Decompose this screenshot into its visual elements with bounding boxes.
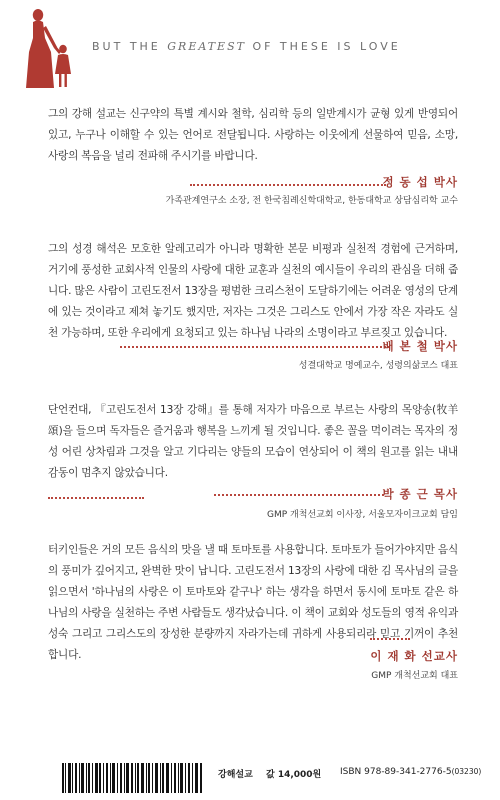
footer-price: 값 14,000원 — [266, 770, 322, 780]
divider-dots-2 — [120, 346, 390, 348]
divider-dots-3b — [214, 494, 384, 496]
endorsement-3-name: 박 종 근 목사 — [382, 487, 458, 501]
endorsement-1-body: 그의 강해 설교는 신구약의 특별 계시와 철학, 심리학 등의 일반계시가 균형 있게 반영되어 있고, 누구나 이해할 수 있는 언어로 전달됩니다. 사랑하는 이웃에게 선물하여 믿음, 소망, 사랑의 복음을 널리 전파해 주시기를 바랍니다. — [48, 108, 458, 162]
divider-dots-1 — [190, 184, 386, 186]
tagline-part-3: OF THESE IS LOVE — [245, 40, 401, 53]
header-band — [0, 0, 500, 96]
endorsement-2-title: 성결대학교 명예교수, 성령의삶코스 대표 — [298, 361, 458, 371]
endorsement-1-name: 정 동 섭 박사 — [382, 175, 458, 189]
mother-child-silhouette-icon — [24, 8, 84, 90]
endorsement-4-title: GMP 개척선교회 대표 — [371, 671, 458, 681]
tagline — [92, 40, 492, 53]
footer-isbn — [340, 767, 481, 777]
divider-dots-4 — [370, 638, 410, 640]
footer-isbn-number: ISBN 978-89-341-2776-5 — [340, 767, 452, 777]
tagline-part-2: GREATEST — [167, 40, 246, 53]
endorsement-2-body: 그의 성경 해석은 모호한 알레고리가 아니라 명확한 본문 비평과 실천적 경험에 근거하며, 거기에 풍성한 교회사적 인물의 사랑에 대한 교훈과 실천의 예시들이 우리의 관심을 더해 줍니다. 많은 사람이 고린도전서 13장을 평범한 크리스천이 도달하기에는 어려운 영성의 단계에 있는 것이라고 제쳐 놓기도 했지만, 저자는 그것은 그리스도 안에서 가장 작은 자라도 실천 가능하며, 또한 우리에게 요청되고 있는 하나님 나라의 소명이라고 부르짖고 있습니다. — [48, 243, 458, 339]
tagline-part-1: BUT THE — [92, 40, 168, 53]
endorsement-3-title: GMP 개척선교회 이사장, 서울모자이크교회 담임 — [267, 510, 458, 520]
endorsement-2-name: 배 본 철 박사 — [382, 339, 458, 353]
endorsement-3-body: 단언컨대, 『고린도전서 13장 강해』를 통해 저자가 마음으로 부르는 사랑의 목양송(牧羊頌)을 들으며 독자들은 즐거움과 행복을 느끼게 될 것입니다. 좋은 꼴을 먹이려는 목자의 정성 어린 상차림과 그것을 알고 기다리는 양들의 모습이 연상되어 이 책의 원고를 읽는 내내 감동이 멈추지 않았습니다. — [48, 404, 458, 479]
barcode-icon — [62, 763, 202, 793]
endorsement-4-name: 이 재 화 선교사 — [370, 649, 458, 663]
footer-category: 강해설교 — [218, 770, 253, 780]
endorsement-1-title: 가족관계연구소 소장, 전 한국침례신학대학교, 한동대학교 상담심리학 교수 — [165, 196, 458, 206]
divider-dots-3a — [48, 497, 144, 499]
footer-isbn-suffix: (03230) — [451, 767, 482, 776]
endorsement-4-body: 터키인들은 거의 모든 음식의 맛을 낼 때 토마토를 사용합니다. 토마토가 들어가야지만 음식의 풍미가 깊어지고, 완벽한 맛이 납니다. 고린도전서 13장의 사랑에 대한 김 목사님의 글을 읽으면서 '하나님의 사랑은 이 토마토와 같구나' 하는 생각을 하면서 동시에 토마토 같은 하나님의 사랑을 실천하는 주변 사람들도 생각났습니다. 이 책이 교회와 성도들의 영적 유익과 성숙 그리고 그리스도의 장성한 분량까지 자라가는데 귀하게 사용되리라 믿고 기꺼이 추천합니다. — [48, 544, 458, 661]
